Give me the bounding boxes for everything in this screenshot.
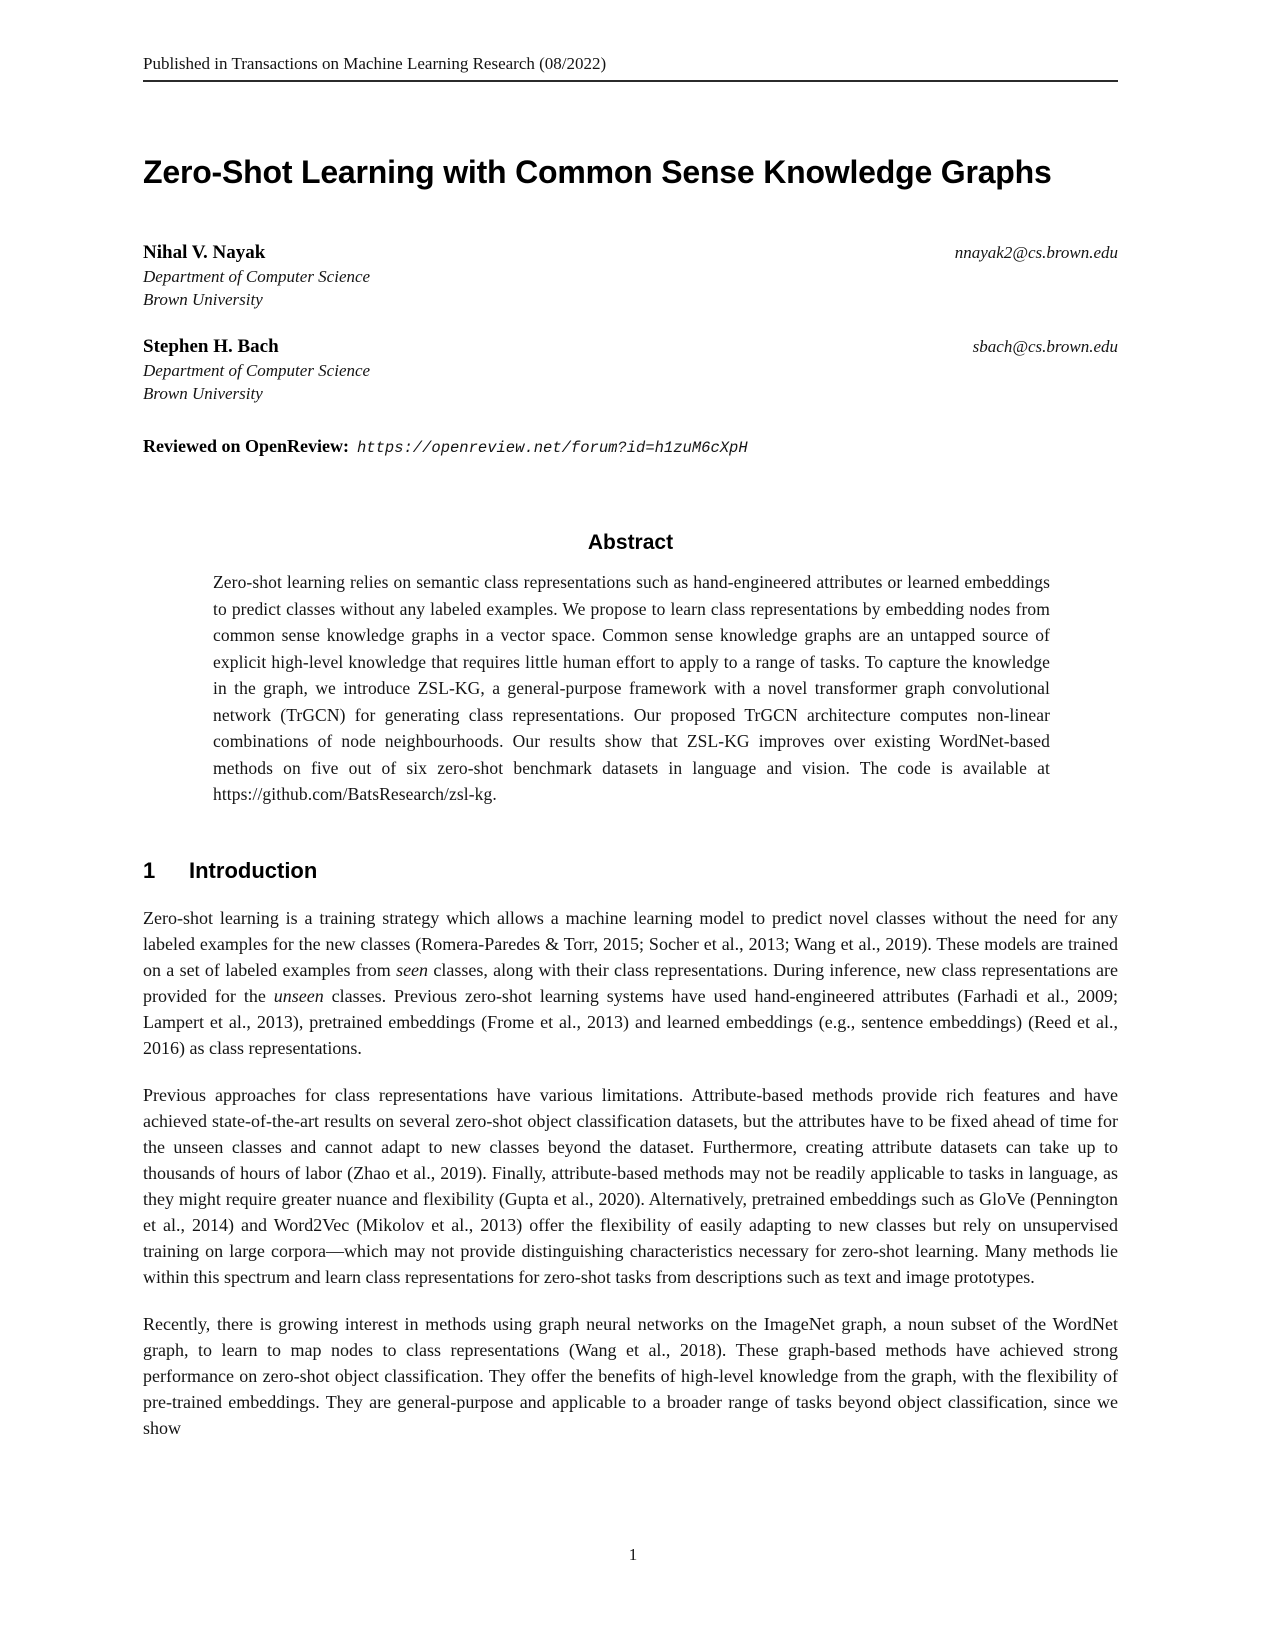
- introduction-paragraphs: [143, 905, 1118, 1441]
- review-label: Reviewed on OpenReview:: [143, 436, 349, 456]
- author-affiliation: Department of Computer Science: [143, 361, 371, 380]
- author-row: [143, 241, 1118, 265]
- author-name: Nihal V. Nayak: [143, 242, 266, 263]
- text-run: Recently, there is growing interest in methods using graph neural networks on the ImageNet graph, a noun subset of the WordNet graph, to learn to map nodes to class representations (Wang et al., 2018). These graph-based methods have achieved strong performance on zero-shot object classification. They offer the benefits of high-level knowledge from the graph, with the flexibility of pre-trained embeddings. They are general-purpose and applicable to a broader range of tasks beyond object classification, since we show: [143, 1313, 1118, 1438]
- text-run: Zero-shot learning is a training strategy which allows a machine learning model to predict novel classes without the need for any labeled examples for the new classes (Romera-Paredes & Torr, 2015; Socher et al., 2013; Wang et al., 2019). These models are trained on a set of labeled examples from: [143, 907, 1118, 980]
- text-run: seen: [396, 959, 429, 980]
- author-block: [143, 241, 1118, 311]
- abstract-heading: Abstract: [587, 531, 674, 554]
- text-run: unseen: [273, 985, 324, 1006]
- author-affiliation: Brown University: [143, 290, 263, 309]
- author-row: [143, 335, 1118, 359]
- github-repo-link[interactable]: https://github.com/BatsResearch/zsl-kg: [213, 784, 493, 804]
- paper-title: Zero-Shot Learning with Common Sense Knowledge Graphs: [143, 154, 1052, 190]
- author-block: [143, 335, 1118, 405]
- published-line: Published in Transactions on Machine Learning Research (08/2022): [143, 54, 607, 73]
- text-run: classes, along with their class representations. During inference, new class representations are provided for the: [143, 959, 1118, 1006]
- header-rule: [143, 80, 1118, 82]
- paragraph: [143, 1311, 1118, 1441]
- author-email[interactable]: nnayak2@cs.brown.edu: [954, 243, 1118, 262]
- paragraph: [143, 905, 1118, 1061]
- text-run: .: [492, 784, 497, 804]
- paragraph: [143, 1082, 1118, 1290]
- author-affiliation: Department of Computer Science: [143, 267, 371, 286]
- openreview-link[interactable]: https://openreview.net/forum?id=h1zuM6cXpH: [356, 439, 748, 457]
- author-affiliation: Brown University: [143, 384, 263, 403]
- text-run: Zero-shot learning relies on semantic class representations such as hand-engineered attributes or learned embeddings to predict classes without any labeled examples. We propose to learn class representations by embedding nodes from common sense knowledge graphs in a vector space. Common sense knowledge graphs are an untapped source of explicit high-level knowledge that requires little human effort to apply to a range of tasks. To capture the knowledge in the graph, we introduce ZSL-KG, a general-purpose framework with a novel transformer graph convolutional network (TrGCN) for generating class representations. Our proposed TrGCN architecture computes non-linear combinations of node neighbourhoods. Our results show that ZSL-KG improves over existing WordNet-based methods on five out of six zero-shot benchmark datasets in language and vision. The code is available at: [213, 572, 1050, 778]
- page-content: [143, 0, 1118, 1441]
- review-line: [143, 435, 1118, 459]
- text-run: classes. Previous zero-shot learning systems have used hand-engineered attributes (Farhadi et al., 2009; Lampert et al., 2013), pretrained embeddings (Frome et al., 2013) and learned embeddings (e.g., sentence embeddings) (Reed et al., 2016) as class representations.: [143, 985, 1118, 1058]
- author-name: Stephen H. Bach: [143, 336, 279, 357]
- text-run: Previous approaches for class representations have various limitations. Attribute-based methods provide rich features and have achieved state-of-the-art results on several zero-shot object classification datasets, but the attributes have to be fixed ahead of time for the unseen classes and cannot adapt to new classes beyond the dataset. Furthermore, creating attribute datasets can take up to thousands of hours of labor (Zhao et al., 2019). Finally, attribute-based methods may not be readily applicable to tasks in language, as they might require greater nuance and flexibility (Gupta et al., 2020). Alternatively, pretrained embeddings such as GloVe (Pennington et al., 2014) and Word2Vec (Mikolov et al., 2013) offer the flexibility of easily adapting to new classes but rely on unsupervised training on large corpora—which may not provide distinguishing characteristics necessary for zero-shot learning. Many methods lie within this spectrum and learn class representations for zero-shot tasks from descriptions such as text and image prototypes.: [143, 1084, 1118, 1287]
- page-number: 1: [628, 1545, 638, 1564]
- section-number: 1: [143, 857, 156, 883]
- author-email[interactable]: sbach@cs.brown.edu: [972, 337, 1118, 356]
- abstract-text: [213, 569, 1050, 808]
- section-title: Introduction: [189, 857, 318, 883]
- author-list: [143, 241, 1118, 405]
- section-heading: [143, 858, 1118, 884]
